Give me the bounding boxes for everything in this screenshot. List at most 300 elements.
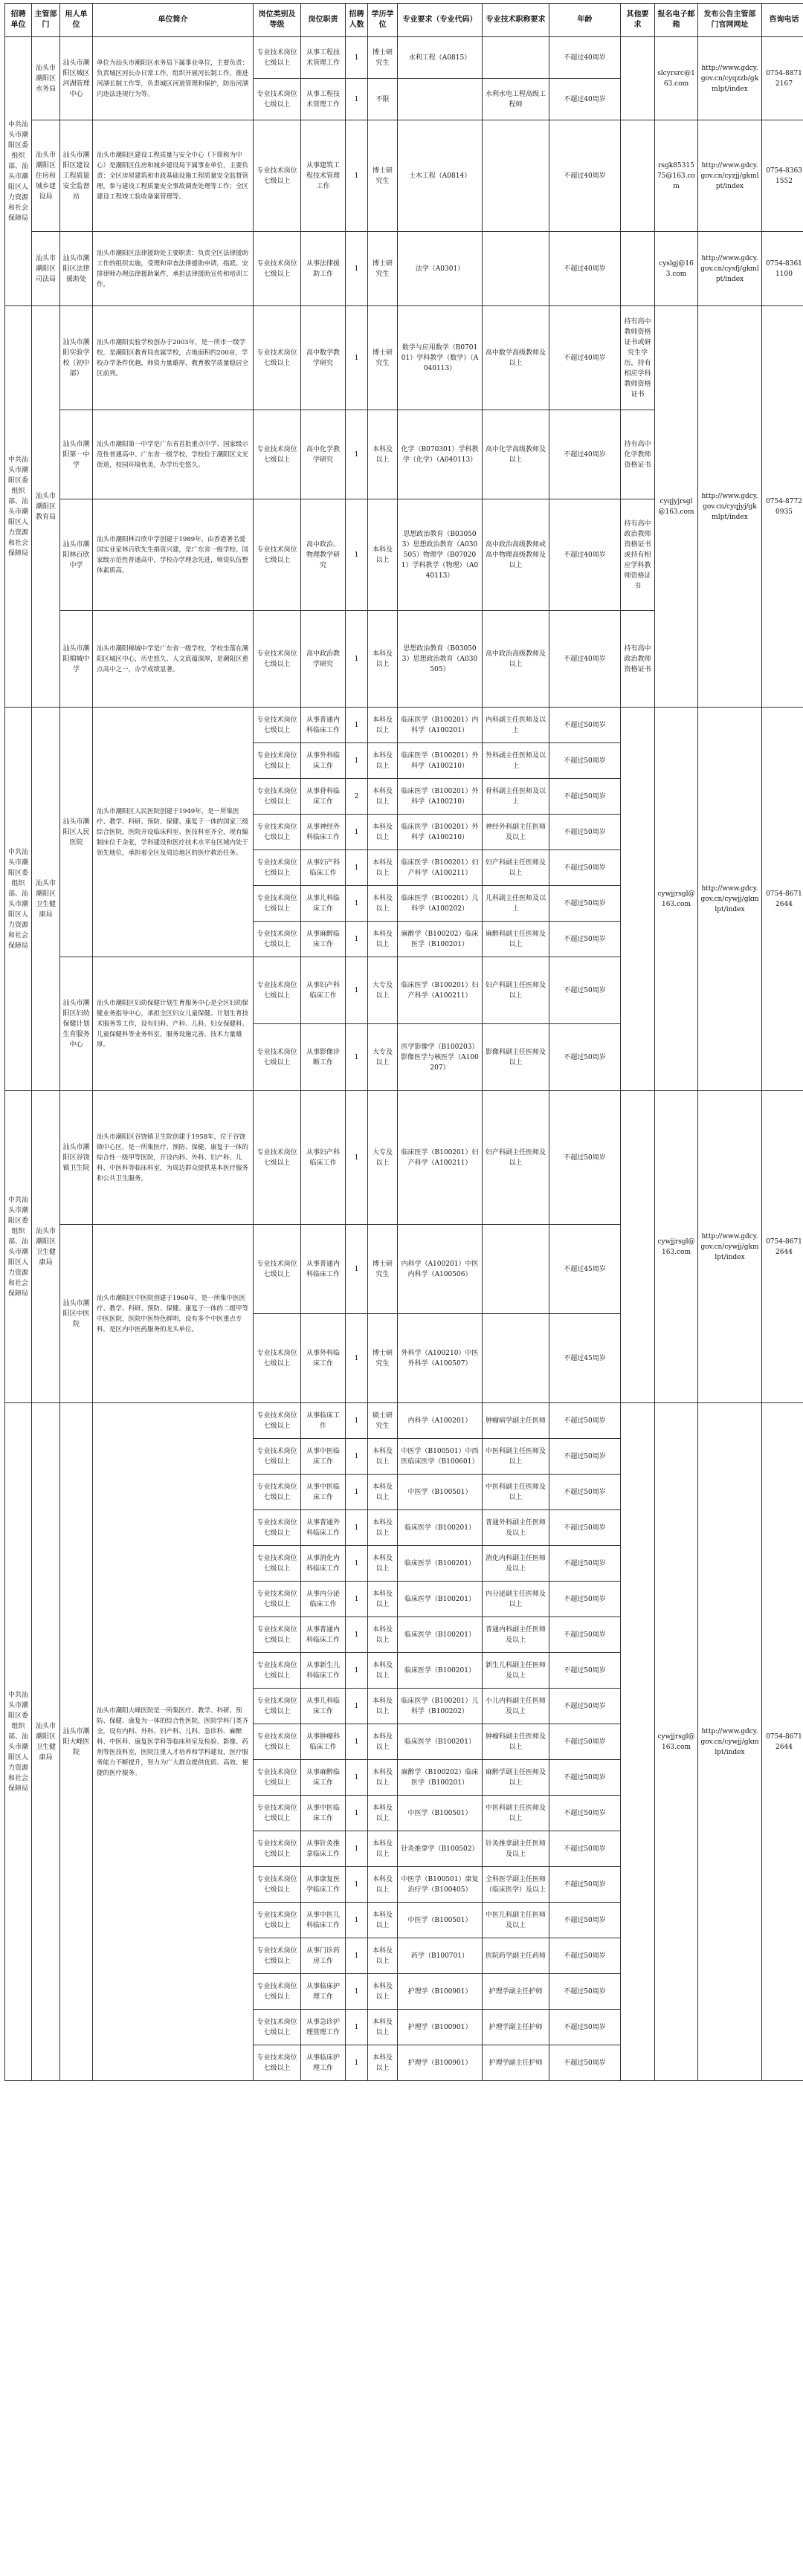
dept: 汕头市潮阳区水务局 bbox=[32, 37, 60, 120]
headcount: 1 bbox=[346, 1867, 368, 1903]
title-req: 针灸推拿副主任医师及以上 bbox=[483, 1831, 549, 1867]
major: 医学影像学（B100203）影像医学与核医学（A100207） bbox=[398, 1024, 483, 1091]
major: 药学（B100701） bbox=[398, 1938, 483, 1974]
post-duty: 从事外科临床工作 bbox=[301, 1314, 346, 1403]
post-category: 专业技术岗位七级以上 bbox=[254, 1475, 301, 1510]
unit-intro: 汕头市潮阳第一中学是广东省首批重点中学、国家级示范性普通高中、广东省一级学校，学校位于潮阳区文光街道，校园环境优美，办学历史悠久。 bbox=[93, 410, 254, 499]
unit-intro: 单位为汕头市潮阳区水务局下属事业单位，主要负责：负责城区河长办日常工作，组织开展河长制工作，推进河湖长制工作等，负责城区河道管理和保护，防治河湖内违法违规行为等。 bbox=[93, 37, 254, 120]
col-header: 岗位类别及等级 bbox=[254, 4, 301, 37]
post-duty: 从事麻醉临床工作 bbox=[301, 1760, 346, 1796]
headcount: 1 bbox=[346, 1091, 368, 1225]
headcount: 1 bbox=[346, 1617, 368, 1653]
employer: 汕头市潮阳第一中学 bbox=[60, 410, 93, 499]
post-duty: 从事儿科临床工作 bbox=[301, 1689, 346, 1724]
education: 本科及以上 bbox=[368, 1653, 398, 1689]
unit-intro: 汕头市潮阳棉城中学是广东省一级学校，学校坐落在潮阳区城区中心，历史悠久、人文底蕴深厚，是潮阳区重点高中之一，办学成绩显著。 bbox=[93, 611, 254, 708]
education: 本科及以上 bbox=[368, 708, 398, 743]
post-duty: 从事儿科临床工作 bbox=[301, 886, 346, 922]
post-category: 专业技术岗位七级以上 bbox=[254, 1439, 301, 1475]
headcount: 1 bbox=[346, 1689, 368, 1724]
title-req bbox=[483, 37, 549, 79]
title-req: 护理学副主任护师 bbox=[483, 2010, 549, 2045]
education: 本科及以上 bbox=[368, 1760, 398, 1796]
major: 化学（B070301）学科教学（化学）（A040113） bbox=[398, 410, 483, 499]
title-req: 外科副主任医师及以上 bbox=[483, 743, 549, 779]
post-duty: 从事肿瘤科临床工作 bbox=[301, 1724, 346, 1760]
post-category: 专业技术岗位七级以上 bbox=[254, 1903, 301, 1938]
unit-intro: 汕头市潮阳区法律援助处主要职责：负责全区法律援助工作的组织实施，受理和审查法律援助申请，指派、安排律师办理法律援助案件，承担法律援助宣传和培训工作。 bbox=[93, 232, 254, 306]
major: 临床医学（B100201） bbox=[398, 1724, 483, 1760]
education: 本科及以上 bbox=[368, 1689, 398, 1724]
post-duty: 从事针灸推拿临床工作 bbox=[301, 1831, 346, 1867]
education: 本科及以上 bbox=[368, 1867, 398, 1903]
post-duty: 高中政治、物理教学研究 bbox=[301, 499, 346, 611]
major: 内科学（A100201） bbox=[398, 1403, 483, 1439]
education: 博士研究生 bbox=[368, 37, 398, 79]
age: 不超过50周岁 bbox=[549, 743, 621, 779]
official-site-link[interactable]: http://www.gdcy.gov.cn/cyqjyj/gkmlpt/index bbox=[698, 306, 762, 708]
age: 不超过50周岁 bbox=[549, 1617, 621, 1653]
post-category: 专业技术岗位七级以上 bbox=[254, 922, 301, 957]
post-duty: 从事法律援助工作 bbox=[301, 232, 346, 306]
post-category: 专业技术岗位七级以上 bbox=[254, 2045, 301, 2081]
headcount: 1 bbox=[346, 957, 368, 1024]
age: 不超过50周岁 bbox=[549, 1831, 621, 1867]
headcount: 1 bbox=[346, 1903, 368, 1938]
education: 本科及以上 bbox=[368, 1510, 398, 1546]
age: 不超过50周岁 bbox=[549, 1724, 621, 1760]
education: 本科及以上 bbox=[368, 886, 398, 922]
headcount: 1 bbox=[346, 1439, 368, 1475]
title-req: 麻醉学副主任医师及以上 bbox=[483, 1760, 549, 1796]
headcount: 1 bbox=[346, 850, 368, 886]
headcount: 1 bbox=[346, 1314, 368, 1403]
post-category: 专业技术岗位七级以上 bbox=[254, 1938, 301, 1974]
post-duty: 从事工程技术管理工作 bbox=[301, 37, 346, 79]
major: 临床医学（B100201）外科学（A100210） bbox=[398, 779, 483, 815]
employer: 汕头市潮阳区城区河湖管理中心 bbox=[60, 37, 93, 120]
employer: 汕头市潮阳区人民医院 bbox=[60, 708, 93, 957]
age: 不超过50周岁 bbox=[549, 815, 621, 850]
post-duty: 从事门诊药房工作 bbox=[301, 1938, 346, 1974]
age: 不超过40周岁 bbox=[549, 410, 621, 499]
post-category: 专业技术岗位七级以上 bbox=[254, 37, 301, 79]
dept: 汕头市潮阳区住房和城乡建设局 bbox=[32, 120, 60, 232]
post-duty: 从事骨科临床工作 bbox=[301, 779, 346, 815]
other-req: 持有高中化学教师资格证书 bbox=[621, 410, 655, 499]
apply-email[interactable]: cyqjyjrsgl@163.com bbox=[655, 306, 698, 708]
major: 法学（A0301） bbox=[398, 232, 483, 306]
age: 不超过50周岁 bbox=[549, 1582, 621, 1617]
employer: 汕头市潮阳区中医院 bbox=[60, 1225, 93, 1403]
title-req: 妇产科副主任医师及以上 bbox=[483, 1091, 549, 1225]
headcount: 1 bbox=[346, 1582, 368, 1617]
post-duty: 从事中医临床工作 bbox=[301, 1475, 346, 1510]
post-duty: 从事普通内科临床工作 bbox=[301, 1225, 346, 1314]
headcount: 1 bbox=[346, 1938, 368, 1974]
post-duty: 高中化学教学研究 bbox=[301, 410, 346, 499]
post-duty: 从事普通内科临床工作 bbox=[301, 708, 346, 743]
age: 不超过50周岁 bbox=[549, 957, 621, 1024]
education: 本科及以上 bbox=[368, 1617, 398, 1653]
official-site-link[interactable]: http://www.gdcy.gov.cn/cyqzzb/gkmlpt/index bbox=[698, 37, 762, 120]
post-category: 专业技术岗位七级以上 bbox=[254, 815, 301, 850]
col-header: 学历学位 bbox=[368, 4, 398, 37]
dept: 汕头市潮阳区教育局 bbox=[32, 306, 60, 708]
education: 本科及以上 bbox=[368, 1938, 398, 1974]
col-header: 咨询电话 bbox=[762, 4, 803, 37]
headcount: 1 bbox=[346, 1225, 368, 1314]
major: 临床医学（B100201） bbox=[398, 1653, 483, 1689]
education: 本科及以上 bbox=[368, 1831, 398, 1867]
post-duty: 从事内分泌临床工作 bbox=[301, 1582, 346, 1617]
education: 本科及以上 bbox=[368, 611, 398, 708]
major: 中医学（B100501） bbox=[398, 1475, 483, 1510]
title-req: 全科医学副主任医师（临床医学）及以上 bbox=[483, 1867, 549, 1903]
education: 不限 bbox=[368, 79, 398, 120]
post-category: 专业技术岗位七级以上 bbox=[254, 1024, 301, 1091]
major: 数学与应用数学（B070101）学科教学（数学）（A040113） bbox=[398, 306, 483, 410]
post-category: 专业技术岗位七级以上 bbox=[254, 79, 301, 120]
contact-phone: 0754-87720935 bbox=[762, 306, 803, 708]
apply-email[interactable]: rsgk8531575@163.com bbox=[655, 120, 698, 232]
unit-intro: 汕头市潮阳区妇幼保健计划生育服务中心是全区妇幼保健业务指导中心，承担全区妇女儿童保健、计划生育技术服务等工作，设有妇科、产科、儿科、妇女保健科、儿童保健科等业务科室，服务设施完善，技术力量雄厚。 bbox=[93, 957, 254, 1091]
headcount: 1 bbox=[346, 37, 368, 79]
post-duty: 从事妇产科临床工作 bbox=[301, 1091, 346, 1225]
age: 不超过50周岁 bbox=[549, 1403, 621, 1439]
unit-intro: 汕头市潮阳区中医院创建于1960年，是一所集中医医疗、教学、科研、预防、保健、康复于一体的二级甲等中医医院，医院中医特色鲜明，设有多个中医重点专科，是区内中医药服务的龙头单位。 bbox=[93, 1225, 254, 1403]
contact-phone: 0754-88712167 bbox=[762, 37, 803, 120]
post-category: 专业技术岗位七级以上 bbox=[254, 779, 301, 815]
education: 本科及以上 bbox=[368, 499, 398, 611]
contact-phone: 0754-86712644 bbox=[762, 1403, 803, 2081]
other-req bbox=[621, 1091, 655, 1403]
headcount: 1 bbox=[346, 1724, 368, 1760]
title-req: 护理学副主任护师 bbox=[483, 1974, 549, 2010]
unit-intro: 汕头市潮阳大峰医院是一所集医疗、教学、科研、预防、保健、康复为一体的综合性医院，医院学科门类齐全，设有内科、外科、妇产科、儿科、急诊科、麻醉科、中医科、康复医学科等临床科室及检验、影像、药剂等医技科室，医院注重人才培养和学科建设，医疗服务能力不断提升，努力为广大群众提供优质、高效、便捷的医疗服务。 bbox=[93, 1403, 254, 2081]
contact-phone: 0754-83631552 bbox=[762, 120, 803, 232]
age: 不超过50周岁 bbox=[549, 1024, 621, 1091]
headcount: 1 bbox=[346, 1510, 368, 1546]
major: 麻醉学（B100202）临床医学（B100201） bbox=[398, 1760, 483, 1796]
title-req bbox=[483, 1314, 549, 1403]
major: 麻醉学（B100202）临床医学（B100201） bbox=[398, 922, 483, 957]
education: 本科及以上 bbox=[368, 1796, 398, 1831]
employer: 汕头市潮阳区建设工程质量安全监督站 bbox=[60, 120, 93, 232]
age: 不超过40周岁 bbox=[549, 37, 621, 79]
post-category: 专业技术岗位七级以上 bbox=[254, 1225, 301, 1314]
age: 不超过50周岁 bbox=[549, 779, 621, 815]
age: 不超过50周岁 bbox=[549, 1796, 621, 1831]
apply-email[interactable]: slcyrsrc@163.com bbox=[655, 37, 698, 120]
education: 博士研究生 bbox=[368, 120, 398, 232]
headcount: 1 bbox=[346, 1024, 368, 1091]
apply-email[interactable]: cywjjrsgl@163.com bbox=[655, 708, 698, 1091]
dept: 汕头市潮阳区卫生健康局 bbox=[32, 1091, 60, 1403]
post-duty: 高中数学教学研究 bbox=[301, 306, 346, 410]
age: 不超过50周岁 bbox=[549, 1439, 621, 1475]
col-header: 专业要求（专业代码） bbox=[398, 4, 483, 37]
age: 不超过40周岁 bbox=[549, 79, 621, 120]
age: 不超过50周岁 bbox=[549, 1760, 621, 1796]
headcount: 1 bbox=[346, 922, 368, 957]
table-row bbox=[5, 37, 803, 79]
age: 不超过50周岁 bbox=[549, 2010, 621, 2045]
title-req: 肿瘤病学副主任医师 bbox=[483, 1403, 549, 1439]
age: 不超过50周岁 bbox=[549, 1938, 621, 1974]
age: 不超过50周岁 bbox=[549, 2045, 621, 2081]
major: 临床医学（B100201）内科学（A100201） bbox=[398, 708, 483, 743]
other-req: 持有高中政治教师资格证书或持有相应学科教师资格证书 bbox=[621, 499, 655, 611]
employer: 汕头市潮阳大峰医院 bbox=[60, 1403, 93, 2081]
official-site-link[interactable]: http://www.gdcy.gov.cn/cywjj/gkmlpt/index bbox=[698, 1091, 762, 1403]
headcount: 1 bbox=[346, 1760, 368, 1796]
headcount: 1 bbox=[346, 1475, 368, 1510]
major: 水利工程（A0815） bbox=[398, 37, 483, 79]
post-category: 专业技术岗位七级以上 bbox=[254, 1403, 301, 1439]
major: 土木工程（A0814） bbox=[398, 120, 483, 232]
education: 本科及以上 bbox=[368, 410, 398, 499]
title-req: 内分泌副主任医师及以上 bbox=[483, 1582, 549, 1617]
employer: 汕头市潮阳棉城中学 bbox=[60, 611, 93, 708]
col-header: 主管部门 bbox=[32, 4, 60, 37]
major bbox=[398, 79, 483, 120]
age: 不超过45周岁 bbox=[549, 1225, 621, 1314]
education: 硕士研究生 bbox=[368, 1403, 398, 1439]
major: 临床医学（B100201） bbox=[398, 1510, 483, 1546]
headcount: 1 bbox=[346, 743, 368, 779]
col-header: 单位简介 bbox=[93, 4, 254, 37]
recruiting-org: 中共汕头市潮阳区委组织部、汕头市潮阳区人力资源和社会保障局 bbox=[5, 1091, 32, 1403]
title-req: 儿科副主任医师及以上 bbox=[483, 886, 549, 922]
title-req: 消化内科副主任医师及以上 bbox=[483, 1546, 549, 1582]
education: 本科及以上 bbox=[368, 1582, 398, 1617]
post-category: 专业技术岗位七级以上 bbox=[254, 886, 301, 922]
official-site-link[interactable]: http://www.gdcy.gov.cn/cyzjj/gkmlpt/index bbox=[698, 120, 762, 232]
contact-phone: 0754-83611100 bbox=[762, 232, 803, 306]
title-req: 内科副主任医师及以上 bbox=[483, 708, 549, 743]
education: 本科及以上 bbox=[368, 1903, 398, 1938]
major: 临床医学（B100201）外科学（A100210） bbox=[398, 743, 483, 779]
title-req: 肿瘤科副主任医师及以上 bbox=[483, 1724, 549, 1760]
dept: 汕头市潮阳区司法局 bbox=[32, 232, 60, 306]
major: 护理学（B100901） bbox=[398, 2045, 483, 2081]
title-req: 影像科副主任医师及以上 bbox=[483, 1024, 549, 1091]
major: 思想政治教育（B030503）思想政治教育（A030505） bbox=[398, 611, 483, 708]
headcount: 1 bbox=[346, 79, 368, 120]
major: 针灸推拿学（B100502） bbox=[398, 1831, 483, 1867]
education: 博士研究生 bbox=[368, 1225, 398, 1314]
post-category: 专业技术岗位七级以上 bbox=[254, 499, 301, 611]
major: 内科学（A100201）中医内科学（A100506） bbox=[398, 1225, 483, 1314]
education: 本科及以上 bbox=[368, 2010, 398, 2045]
post-duty: 从事临床护理工作 bbox=[301, 2045, 346, 2081]
post-category: 专业技术岗位七级以上 bbox=[254, 306, 301, 410]
post-duty: 从事临床工作 bbox=[301, 1403, 346, 1439]
education: 本科及以上 bbox=[368, 1974, 398, 2010]
col-header: 招聘单位 bbox=[5, 4, 32, 37]
education: 本科及以上 bbox=[368, 1546, 398, 1582]
title-req: 小儿内科副主任医师及以上 bbox=[483, 1689, 549, 1724]
headcount: 1 bbox=[346, 708, 368, 743]
major: 临床医学（B100201）儿科学（B100202） bbox=[398, 1689, 483, 1724]
title-req: 中医科副主任医师及以上 bbox=[483, 1439, 549, 1475]
title-req: 高中数学高级教师及以上 bbox=[483, 306, 549, 410]
headcount: 1 bbox=[346, 1974, 368, 2010]
post-category: 专业技术岗位七级以上 bbox=[254, 410, 301, 499]
post-category: 专业技术岗位七级以上 bbox=[254, 1617, 301, 1653]
post-duty: 从事建筑工程技术管理工作 bbox=[301, 120, 346, 232]
title-req bbox=[483, 232, 549, 306]
age: 不超过50周岁 bbox=[549, 1974, 621, 2010]
education: 本科及以上 bbox=[368, 2045, 398, 2081]
post-category: 专业技术岗位七级以上 bbox=[254, 2010, 301, 2045]
apply-email[interactable]: cyslgj@163.com bbox=[655, 232, 698, 306]
col-header: 岗位职责 bbox=[301, 4, 346, 37]
post-category: 专业技术岗位七级以上 bbox=[254, 1546, 301, 1582]
post-category: 专业技术岗位七级以上 bbox=[254, 611, 301, 708]
title-req: 骨科副主任医师及以上 bbox=[483, 779, 549, 815]
title-req: 水利水电工程高级工程师 bbox=[483, 79, 549, 120]
headcount: 1 bbox=[346, 1796, 368, 1831]
table-row bbox=[5, 120, 803, 232]
post-category: 专业技术岗位七级以上 bbox=[254, 708, 301, 743]
title-req: 妇产科副主任医师及以上 bbox=[483, 850, 549, 886]
official-site-link[interactable]: http://www.gdcy.gov.cn/cysfj/gkmlpt/index bbox=[698, 232, 762, 306]
education: 本科及以上 bbox=[368, 1439, 398, 1475]
employer: 汕头市潮阳区谷饶镇卫生院 bbox=[60, 1091, 93, 1225]
col-header: 报名电子邮箱 bbox=[655, 4, 698, 37]
post-category: 专业技术岗位七级以上 bbox=[254, 1831, 301, 1867]
title-req bbox=[483, 1225, 549, 1314]
title-req bbox=[483, 120, 549, 232]
title-req: 中医儿科副主任医师及以上 bbox=[483, 1903, 549, 1938]
education: 博士研究生 bbox=[368, 1314, 398, 1403]
unit-intro: 汕头市潮阳林百欣中学创建于1989年，由香港著名爱国实业家林百欣先生捐资兴建，是广东省一级学校、国家级示范性普通高中，学校办学理念先进，师资队伍整体素质高。 bbox=[93, 499, 254, 611]
headcount: 1 bbox=[346, 120, 368, 232]
employer: 汕头市潮阳区法律援助处 bbox=[60, 232, 93, 306]
title-req: 高中政治高级教师及以上 bbox=[483, 611, 549, 708]
headcount: 1 bbox=[346, 611, 368, 708]
dept: 汕头市潮阳区卫生健康局 bbox=[32, 1403, 60, 2081]
post-category: 专业技术岗位七级以上 bbox=[254, 743, 301, 779]
age: 不超过50周岁 bbox=[549, 1867, 621, 1903]
post-category: 专业技术岗位七级以上 bbox=[254, 1974, 301, 2010]
recruiting-org: 中共汕头市潮阳区委组织部、汕头市潮阳区人力资源和社会保障局 bbox=[5, 1403, 32, 2081]
post-duty: 从事妇产科临床工作 bbox=[301, 957, 346, 1024]
post-category: 专业技术岗位七级以上 bbox=[254, 1582, 301, 1617]
education: 本科及以上 bbox=[368, 1724, 398, 1760]
major: 思想政治教育（B030503）思想政治教育（A030505）物理学（B070201）学科教学（物理）（A040113） bbox=[398, 499, 483, 611]
headcount: 1 bbox=[346, 1653, 368, 1689]
post-category: 专业技术岗位七级以上 bbox=[254, 120, 301, 232]
employer: 汕头市潮阳实验学校（初中部） bbox=[60, 306, 93, 410]
apply-email[interactable]: cywjjrsgl@163.com bbox=[655, 1091, 698, 1403]
post-category: 专业技术岗位七级以上 bbox=[254, 1724, 301, 1760]
education: 本科及以上 bbox=[368, 1475, 398, 1510]
major: 中医学（B100501）康复治疗学（B100405） bbox=[398, 1867, 483, 1903]
major: 临床医学（B100201）妇产科学（A100211） bbox=[398, 1091, 483, 1225]
title-req: 中医科副主任医师及以上 bbox=[483, 1796, 549, 1831]
headcount: 1 bbox=[346, 1546, 368, 1582]
title-req: 神经外科副主任医师及以上 bbox=[483, 815, 549, 850]
age: 不超过50周岁 bbox=[549, 1510, 621, 1546]
post-duty: 从事中医临床工作 bbox=[301, 1796, 346, 1831]
major: 护理学（B100901） bbox=[398, 2010, 483, 2045]
employer: 汕头市潮阳区妇幼保健计划生育服务中心 bbox=[60, 957, 93, 1091]
age: 不超过40周岁 bbox=[549, 611, 621, 708]
post-duty: 从事急诊护理管理工作 bbox=[301, 2010, 346, 2045]
age: 不超过40周岁 bbox=[549, 120, 621, 232]
post-duty: 从事中医儿科临床工作 bbox=[301, 1903, 346, 1938]
major: 临床医学（B100201）妇产科学（A100211） bbox=[398, 850, 483, 886]
dept: 汕头市潮阳区卫生健康局 bbox=[32, 708, 60, 1091]
major: 临床医学（B100201） bbox=[398, 1617, 483, 1653]
age: 不超过50周岁 bbox=[549, 1091, 621, 1225]
age: 不超过45周岁 bbox=[549, 1314, 621, 1403]
education: 大专及以上 bbox=[368, 1091, 398, 1225]
headcount: 1 bbox=[346, 499, 368, 611]
official-site-link[interactable]: http://www.gdcy.gov.cn/cywjj/gkmlpt/index bbox=[698, 708, 762, 1091]
unit-intro: 汕头市潮阳实验学校创办于2003年，是一所市一级学校，是潮阳区教育局直属学校，占地面积约200亩，学校办学条件优越，师资力量雄厚，教育教学质量稳居全区前列。 bbox=[93, 306, 254, 410]
major: 中医学（B100501）中西医临床医学（B100601） bbox=[398, 1439, 483, 1475]
post-category: 专业技术岗位七级以上 bbox=[254, 850, 301, 886]
headcount: 1 bbox=[346, 886, 368, 922]
post-category: 专业技术岗位七级以上 bbox=[254, 1091, 301, 1225]
education: 博士研究生 bbox=[368, 306, 398, 410]
other-req: 持有高中教师资格证书或研究生学历，持有相应学科教师资格证书 bbox=[621, 306, 655, 410]
other-req bbox=[621, 1403, 655, 2081]
post-duty: 从事新生儿科临床工作 bbox=[301, 1653, 346, 1689]
major: 临床医学（B100201）儿科学（A100202） bbox=[398, 886, 483, 922]
official-site-link[interactable]: http://www.gdcy.gov.cn/cywjj/gkmlpt/index bbox=[698, 1403, 762, 2081]
other-req bbox=[621, 120, 655, 232]
headcount: 1 bbox=[346, 1831, 368, 1867]
post-duty: 从事普通内科临床工作 bbox=[301, 1617, 346, 1653]
age: 不超过50周岁 bbox=[549, 1653, 621, 1689]
major: 外科学（A100210）中医外科学（A100507） bbox=[398, 1314, 483, 1403]
col-header: 招聘人数 bbox=[346, 4, 368, 37]
recruiting-org: 中共汕头市潮阳区委组织部、汕头市潮阳区人力资源和社会保障局 bbox=[5, 306, 32, 708]
headcount: 1 bbox=[346, 2045, 368, 2081]
major: 临床医学（B100201）妇产科学（A100211） bbox=[398, 957, 483, 1024]
post-category: 专业技术岗位七级以上 bbox=[254, 1314, 301, 1403]
age: 不超过50周岁 bbox=[549, 1903, 621, 1938]
post-duty: 从事神经外科临床工作 bbox=[301, 815, 346, 850]
post-duty: 高中政治教学研究 bbox=[301, 611, 346, 708]
col-header: 用人单位 bbox=[60, 4, 93, 37]
apply-email[interactable]: cywjjrsgl@163.com bbox=[655, 1403, 698, 2081]
title-req: 麻醉科副主任医师及以上 bbox=[483, 922, 549, 957]
title-req: 妇产科副主任医师及以上 bbox=[483, 957, 549, 1024]
title-req: 医院药学副主任药师 bbox=[483, 1938, 549, 1974]
age: 不超过50周岁 bbox=[549, 1475, 621, 1510]
col-header: 发布公告主管部门官网网址 bbox=[698, 4, 762, 37]
title-req: 普通内科副主任医师及以上 bbox=[483, 1617, 549, 1653]
headcount: 1 bbox=[346, 815, 368, 850]
unit-intro: 汕头市潮阳区谷饶镇卫生院创建于1958年，位于谷饶镇中心区，是一所集医疗、预防、保健、康复于一体的综合性一级甲等医院，开设内科、外科、妇产科、儿科、中医科等临床科室，为周边群众提供基本医疗服务和公共卫生服务。 bbox=[93, 1091, 254, 1225]
major: 护理学（B100901） bbox=[398, 1974, 483, 2010]
post-category: 专业技术岗位七级以上 bbox=[254, 1510, 301, 1546]
post-duty: 从事影像诊断工作 bbox=[301, 1024, 346, 1091]
major: 临床医学（B100201） bbox=[398, 1546, 483, 1582]
post-duty: 从事工程技术管理工作 bbox=[301, 79, 346, 120]
post-duty: 从事普通外科临床工作 bbox=[301, 1510, 346, 1546]
headcount: 1 bbox=[346, 410, 368, 499]
recruiting-org: 中共汕头市潮阳区委组织部、汕头市潮阳区人力资源和社会保障局 bbox=[5, 708, 32, 1091]
post-category: 专业技术岗位七级以上 bbox=[254, 1689, 301, 1724]
post-category: 专业技术岗位七级以上 bbox=[254, 232, 301, 306]
